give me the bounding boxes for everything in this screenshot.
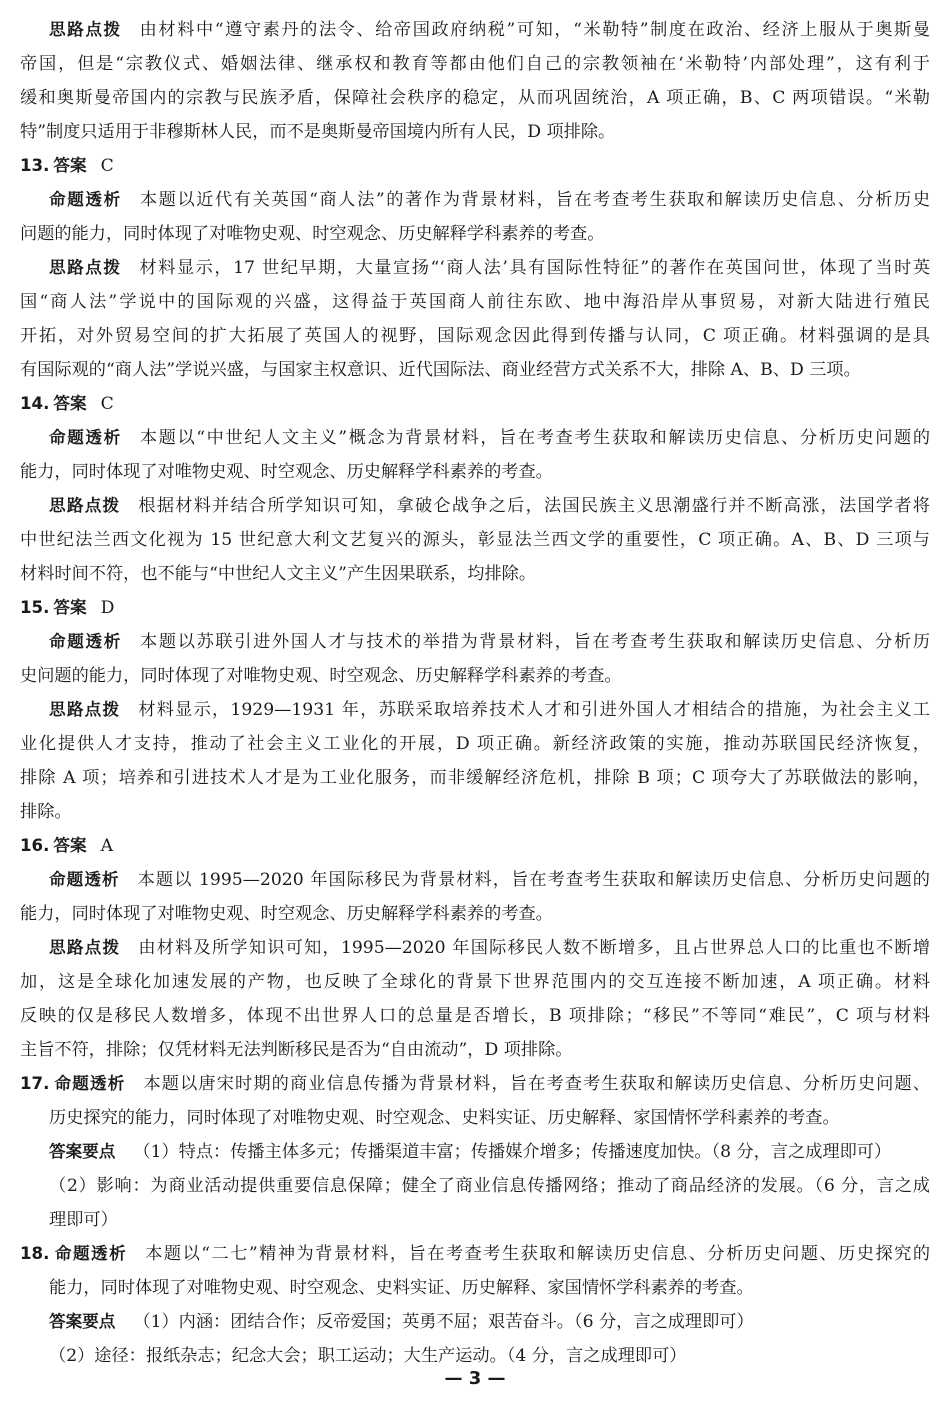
mingti-label: 命题透析 — [49, 870, 120, 889]
answer-label: 答案 — [53, 156, 87, 175]
q13-silu-line-4: 有国际观的“商人法”学说兴盛，与国家主权意识、近代国际法、商业经营方式关系不大，排除 A、B、D 三项。 — [20, 360, 861, 380]
q18-mingti-line-1: 18. 命题透析 本题以“二七”精神为背景材料，旨在考查考生获取和解读历史信息、分析历史问题、历史探究的 — [20, 1244, 930, 1264]
silu-label: 思路点拨 — [49, 496, 121, 515]
q17-yaodian-line-2: （2）影响：为商业活动提供重要信息保障；健全了商业信息传播网络；推动了商品经济的发展。（6 分，言之成 — [49, 1176, 930, 1196]
q14-silu-line-2: 中世纪法兰西文化视为 15 世纪意大利文艺复兴的源头，彰显法兰西文学的重要性，C 项正确。A、B、D 三项与 — [20, 530, 930, 550]
question-number: 18. — [20, 1244, 50, 1263]
q16-silu-line-1: 思路点拨 由材料及所学知识可知，1995—2020 年国际移民人数不断增多，且占世界总人口的比重也不断增 — [49, 938, 930, 958]
q12-silu-block — [20, 13, 930, 149]
q14-silu-line-3: 材料时间不符，也不能与“中世纪人文主义”产生因果联系，均排除。 — [20, 564, 537, 584]
question-number: 17. — [20, 1074, 50, 1093]
page-number: — 3 — — [444, 1368, 506, 1389]
q15-mingti-line-2: 史问题的能力，同时体现了对唯物史观、时空观念、历史解释学科素养的考查。 — [20, 666, 622, 686]
question-number: 16. — [20, 836, 50, 855]
q18-yaodian-line-2: （2）途径：报纸杂志；纪念大会；职工运动；大生产运动。（4 分，言之成理即可） — [49, 1346, 687, 1366]
q15-silu-line-4: 排除。 — [20, 802, 72, 822]
question-number: 14. — [20, 394, 50, 413]
q17-mingti-line-1: 17. 命题透析 本题以唐宋时期的商业信息传播为背景材料，旨在考查考生获取和解读历史信息、分析历史问题、 — [20, 1074, 930, 1094]
q12-silu-line-3: 缓和奥斯曼帝国内的宗教与民族矛盾，保障社会秩序的稳定，从而巩固统治，A 项正确，B、C 两项错误。“米勒 — [20, 88, 930, 108]
q16-mingti-line-1: 命题透析 本题以 1995—2020 年国际移民为背景材料，旨在考查考生获取和解读历史信息、分析历史问题的 — [49, 870, 930, 890]
mingti-label: 命题透析 — [49, 190, 122, 209]
q15-mingti-line-1: 命题透析 本题以苏联引进外国人才与技术的举措为背景材料，旨在考查考生获取和解读历史信息、分析历 — [49, 632, 930, 652]
question-14 — [20, 387, 930, 591]
q16-mingti-line-2: 能力，同时体现了对唯物史观、时空观念、历史解释学科素养的考查。 — [20, 904, 553, 924]
q13-mingti-line-2: 问题的能力，同时体现了对唯物史观、时空观念、历史解释学科素养的考查。 — [20, 224, 605, 244]
q14-mingti-line-1: 命题透析 本题以“中世纪人文主义”概念为背景材料，旨在考查考生获取和解读历史信息、分析历史问题的 — [49, 428, 930, 448]
q18-mingti-line-2: 能力，同时体现了对唯物史观、时空观念、史料实证、历史解释、家国情怀学科素养的考查。 — [49, 1278, 754, 1298]
q13-silu-line-3: 开拓，对外贸易空间的扩大拓展了英国人的视野，国际观念因此得到传播与认同，C 项正确。材料强调的是具 — [20, 326, 930, 346]
q15-silu-line-3: 排除 A 项；培养和引进技术人才是为工业化服务，而非缓解经济危机，排除 B 项；C 项夸大了苏联做法的影响， — [20, 768, 930, 788]
q15-silu-line-2: 业化提供人才支持，推动了社会主义工业化的开展，D 项正确。新经济政策的实施，推动苏联国民经济恢复， — [20, 734, 930, 754]
silu-label: 思路点拨 — [49, 700, 121, 719]
mingti-label: 命题透析 — [53, 1244, 128, 1263]
q12-silu-line-4: 特”制度只适用于非穆斯林人民，而不是奥斯曼帝国境内所有人民，D 项排除。 — [20, 122, 616, 142]
q12-silu-line-1: 思路点拨 由材料中“遵守素丹的法令、给帝国政府纳税”可知，“米勒特”制度在政治、经济上服从于奥斯曼 — [49, 20, 930, 40]
yaodian-label: 答案要点 — [49, 1142, 116, 1161]
answer-letter: C — [100, 394, 114, 414]
question-15 — [20, 591, 930, 829]
q17-mingti-line-2: 历史探究的能力，同时体现了对唯物史观、时空观念、史料实证、历史解释、家国情怀学科素养的考查。 — [49, 1108, 840, 1128]
q14-answer-line — [20, 387, 930, 421]
answer-label: 答案 — [53, 836, 87, 855]
q13-answer-line — [20, 149, 930, 183]
q13-silu-line-1: 思路点拨 材料显示，17 世纪早期，大量宣扬“‘商人法’具有国际性特征”的著作在英国问世，体现了当时英 — [49, 258, 930, 278]
silu-label: 思路点拨 — [49, 20, 122, 39]
question-number: 13. — [20, 156, 50, 175]
q16-silu-line-4: 主旨不符，排除；仅凭材料无法判断移民是否为“自由流动”，D 项排除。 — [20, 1040, 573, 1060]
mingti-label: 命题透析 — [53, 1074, 126, 1093]
q17-yaodian-line-1: 答案要点 （1）特点：传播主体多元；传播渠道丰富；传播媒介增多；传播速度加快。（8 分，言之成理即可） — [49, 1142, 892, 1162]
mingti-label: 命题透析 — [49, 632, 123, 651]
answer-letter: D — [100, 598, 115, 618]
q12-silu-line-2: 帝国，但是“宗教仪式、婚姻法律、继承权和教育等都由他们自己的宗教领袖在‘米勒特’内部处理”，这有利于 — [20, 54, 930, 74]
q17-yaodian-line-3: 理即可） — [49, 1210, 118, 1230]
question-16 — [20, 829, 930, 1067]
answer-label: 答案 — [53, 394, 87, 413]
silu-label: 思路点拨 — [49, 938, 121, 957]
question-13 — [20, 149, 930, 387]
yaodian-label: 答案要点 — [49, 1312, 116, 1331]
q18-yaodian-line-1: 答案要点 （1）内涵：团结合作；反帝爱国；英勇不屈；艰苦奋斗。（6 分，言之成理即可） — [49, 1312, 754, 1332]
silu-label: 思路点拨 — [49, 258, 122, 277]
question-17 — [20, 1067, 930, 1237]
answer-letter: C — [100, 156, 114, 176]
question-number: 15. — [20, 598, 50, 617]
question-18 — [20, 1237, 930, 1373]
answer-label: 答案 — [53, 598, 87, 617]
q14-silu-line-1: 思路点拨 根据材料并结合所学知识可知，拿破仑战争之后，法国民族主义思潮盛行并不断高涨，法国学者将 — [49, 496, 930, 516]
q16-silu-line-3: 反映的仅是移民人数增多，体现不出世界人口的总量是否增长，B 项排除；“移民”不等同“难民”，C 项与材料 — [20, 1006, 930, 1026]
q13-mingti-line-1: 命题透析 本题以近代有关英国“商人法”的著作为背景材料，旨在考查考生获取和解读历史信息、分析历史 — [49, 190, 930, 210]
q15-answer-line — [20, 591, 930, 625]
q16-silu-line-2: 加，这是全球化加速发展的产物，也反映了全球化的背景下世界范围内的交互连接不断加速，A 项正确。材料 — [20, 972, 930, 992]
q14-mingti-line-2: 能力，同时体现了对唯物史观、时空观念、历史解释学科素养的考查。 — [20, 462, 553, 482]
mingti-label: 命题透析 — [49, 428, 122, 447]
q15-silu-line-1: 思路点拨 材料显示，1929—1931 年，苏联采取培养技术人才和引进外国人才相结合的措施，为社会主义工 — [49, 700, 930, 720]
q13-silu-line-2: 国“商人法”学说中的国际观的兴盛，这得益于英国商人前往东欧、地中海沿岸从事贸易，对新大陆进行殖民 — [20, 292, 930, 312]
q16-answer-line — [20, 829, 930, 863]
answer-letter: A — [100, 836, 114, 856]
